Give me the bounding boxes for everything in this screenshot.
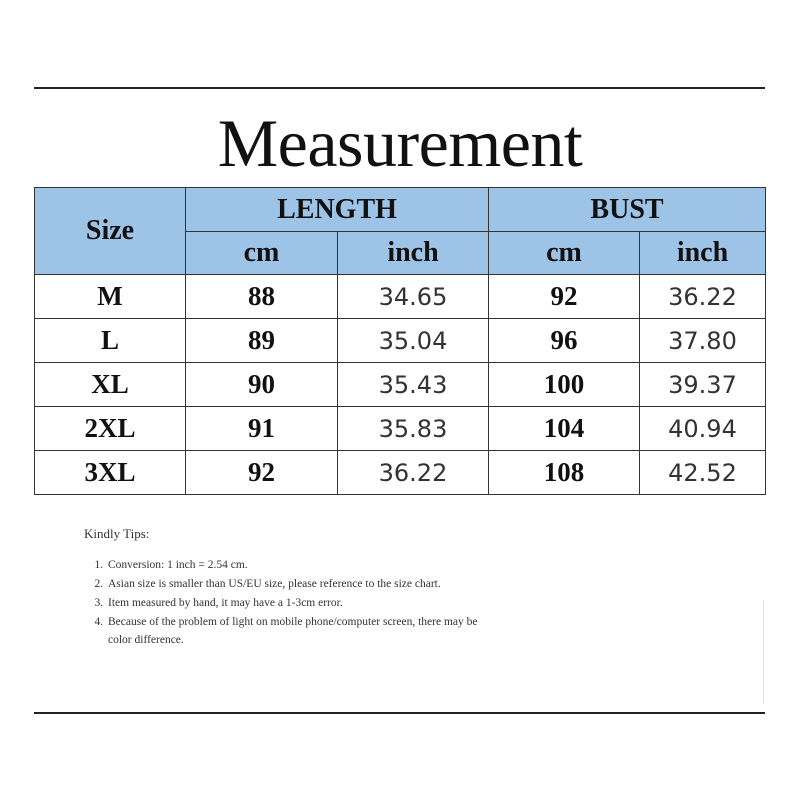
- table-row: [35, 363, 766, 407]
- size-cell: XL: [35, 363, 186, 407]
- length-inch-cell: 35.43: [338, 363, 489, 407]
- bust-inch-cell: 36.22: [640, 275, 766, 319]
- table-row: [35, 319, 766, 363]
- unit-header: cm: [489, 232, 640, 275]
- tip-line: 4. Because of the problem of light on mobile phone/computer screen, there may be: [108, 616, 478, 628]
- size-cell: L: [35, 319, 186, 363]
- bust-cm-cell: 92: [489, 275, 640, 319]
- bust-cm-cell: 104: [489, 407, 640, 451]
- bust-cm-cell: 96: [489, 319, 640, 363]
- bust-inch-cell: 37.80: [640, 319, 766, 363]
- bottom-divider: [34, 712, 765, 714]
- length-inch-cell: 35.04: [338, 319, 489, 363]
- tip-line: color difference.: [108, 634, 184, 646]
- tips-list: [84, 556, 684, 649]
- bust-cm-cell: 108: [489, 451, 640, 495]
- tips-title: Kindly Tips:: [84, 526, 150, 541]
- bust-cm-cell: 100: [489, 363, 640, 407]
- tip-item: [106, 613, 684, 649]
- length-inch-cell: 36.22: [338, 451, 489, 495]
- tip-item: 2. Asian size is smaller than US/EU size, please reference to the size chart.: [106, 575, 684, 594]
- length-header: LENGTH: [186, 188, 489, 232]
- bust-inch-cell: 42.52: [640, 451, 766, 495]
- size-cell: 2XL: [35, 407, 186, 451]
- table-row: [35, 451, 766, 495]
- bust-inch-cell: 39.37: [640, 363, 766, 407]
- tip-item: 3. Item measured by hand, it may have a 1-3cm error.: [106, 594, 684, 613]
- unit-header: inch: [338, 232, 489, 275]
- size-table: [34, 187, 766, 495]
- page-title: Measurement: [217, 105, 583, 181]
- top-divider: [34, 87, 765, 89]
- size-cell: M: [35, 275, 186, 319]
- unit-header: inch: [640, 232, 766, 275]
- side-divider: [763, 600, 764, 704]
- length-cm-cell: 89: [186, 319, 338, 363]
- table-row: [35, 407, 766, 451]
- size-header: Size: [35, 188, 186, 275]
- length-cm-cell: 92: [186, 451, 338, 495]
- table-row: [35, 275, 766, 319]
- bust-header: BUST: [489, 188, 766, 232]
- length-cm-cell: 90: [186, 363, 338, 407]
- size-cell: 3XL: [35, 451, 186, 495]
- kindly-tips: [84, 526, 684, 649]
- length-cm-cell: 91: [186, 407, 338, 451]
- length-cm-cell: 88: [186, 275, 338, 319]
- tip-item: 1. Conversion: 1 inch = 2.54 cm.: [106, 556, 684, 575]
- bust-inch-cell: 40.94: [640, 407, 766, 451]
- length-inch-cell: 35.83: [338, 407, 489, 451]
- unit-header: cm: [186, 232, 338, 275]
- length-inch-cell: 34.65: [338, 275, 489, 319]
